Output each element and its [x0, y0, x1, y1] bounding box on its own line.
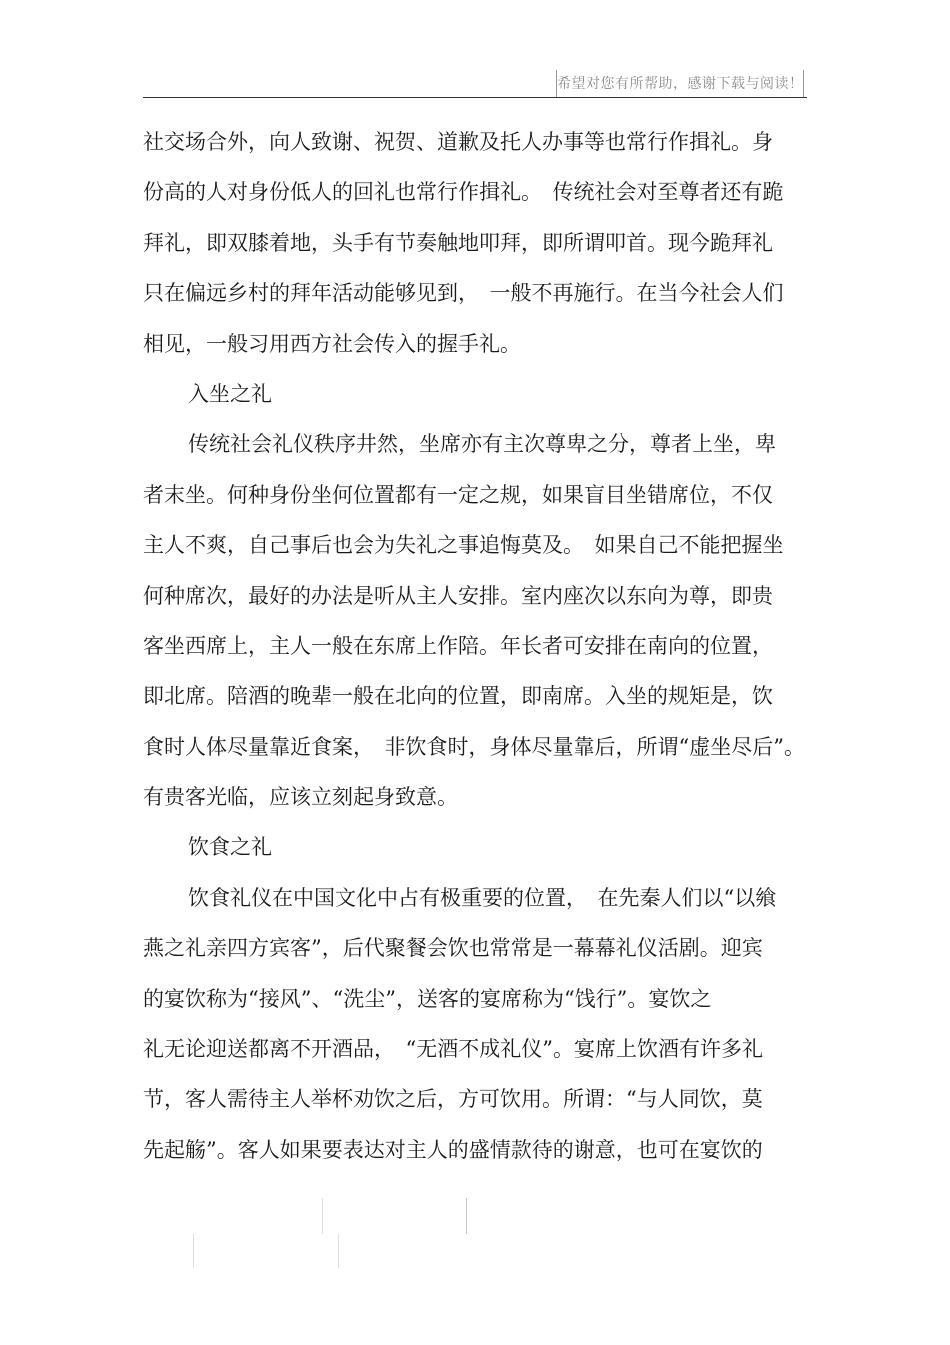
text-line: 只在偏远乡村的拜年活动能够见到， 一般不再施行。在当今社会人们 [143, 281, 784, 306]
text-line: 即北席。陪酒的晚辈一般在北向的位置，即南席。入坐的规矩是，饮 [143, 684, 773, 709]
footer-mark [322, 1198, 323, 1234]
text-line: 节，客人需待主人举杯劝饮之后，方可饮用。所谓：“与人同饮，莫 [143, 1087, 763, 1112]
text-line: 燕之礼亲四方宾客”，后代聚餐会饮也常常是一幕幕礼仪活剧。迎宾 [143, 936, 763, 961]
footer-mark [338, 1234, 339, 1268]
text-line: 者末坐。何种身份坐何位置都有一定之规，如果盲目坐错席位，不仅 [143, 482, 773, 507]
text-line: 礼无论迎送都离不开酒品， “无酒不成礼仪”。宴席上饮酒有许多礼 [143, 1037, 763, 1062]
text-line: 的宴饮称为“接风”、“洗尘”，送客的宴席称为“饯行”。宴饮之 [143, 986, 712, 1011]
text-line: 主人不爽，自己事后也会为失礼之事追悔莫及。 如果自己不能把握坐 [143, 533, 784, 558]
text-line: 先起觞”。客人如果要表达对主人的盛情款待的谢意，也可在宴饮的 [143, 1137, 763, 1162]
text-line: 有贵客光临，应该立刻起身致意。 [143, 785, 458, 810]
section-heading: 入坐之礼 [188, 381, 272, 406]
paragraph-start: 饮食礼仪在中国文化中占有极重要的位置， 在先秦人们以“以飨 [188, 885, 777, 910]
document-body [143, 117, 808, 1175]
text-line: 社交场合外，向人致谢、祝贺、道歉及托人办事等也常行作揖礼。身 [143, 130, 773, 154]
text-line: 客坐西席上，主人一般在东席上作陪。年长者可安排在南向的位置， [143, 633, 773, 658]
section-heading: 饮食之礼 [188, 835, 272, 860]
paragraph-start: 传统社会礼仪秩序井然，坐席亦有主次尊卑之分，尊者上坐，卑 [188, 432, 776, 457]
header-rule [143, 97, 807, 98]
text-line: 拜礼，即双膝着地，头手有节奏触地叩拜，即所谓叩首。现今跪拜礼 [143, 230, 773, 255]
text-line: 食时人体尽量靠近食案， 非饮食时，身体尽量靠后，所谓“虚坐尽后”。 [143, 734, 805, 759]
footer-mark [193, 1234, 194, 1268]
text-line: 何种席次，最好的办法是听从主人安排。室内座次以东向为尊，即贵 [143, 583, 773, 608]
header-note: 希望对您有所帮助，感谢下载与阅读！ [556, 70, 804, 98]
text-line: 相见，一般习用西方社会传入的握手礼。 [143, 331, 521, 356]
text-line: 份高的人对身份低人的回礼也常行作揖礼。 传统社会对至尊者还有跪 [143, 180, 784, 205]
footer-mark [466, 1198, 467, 1234]
